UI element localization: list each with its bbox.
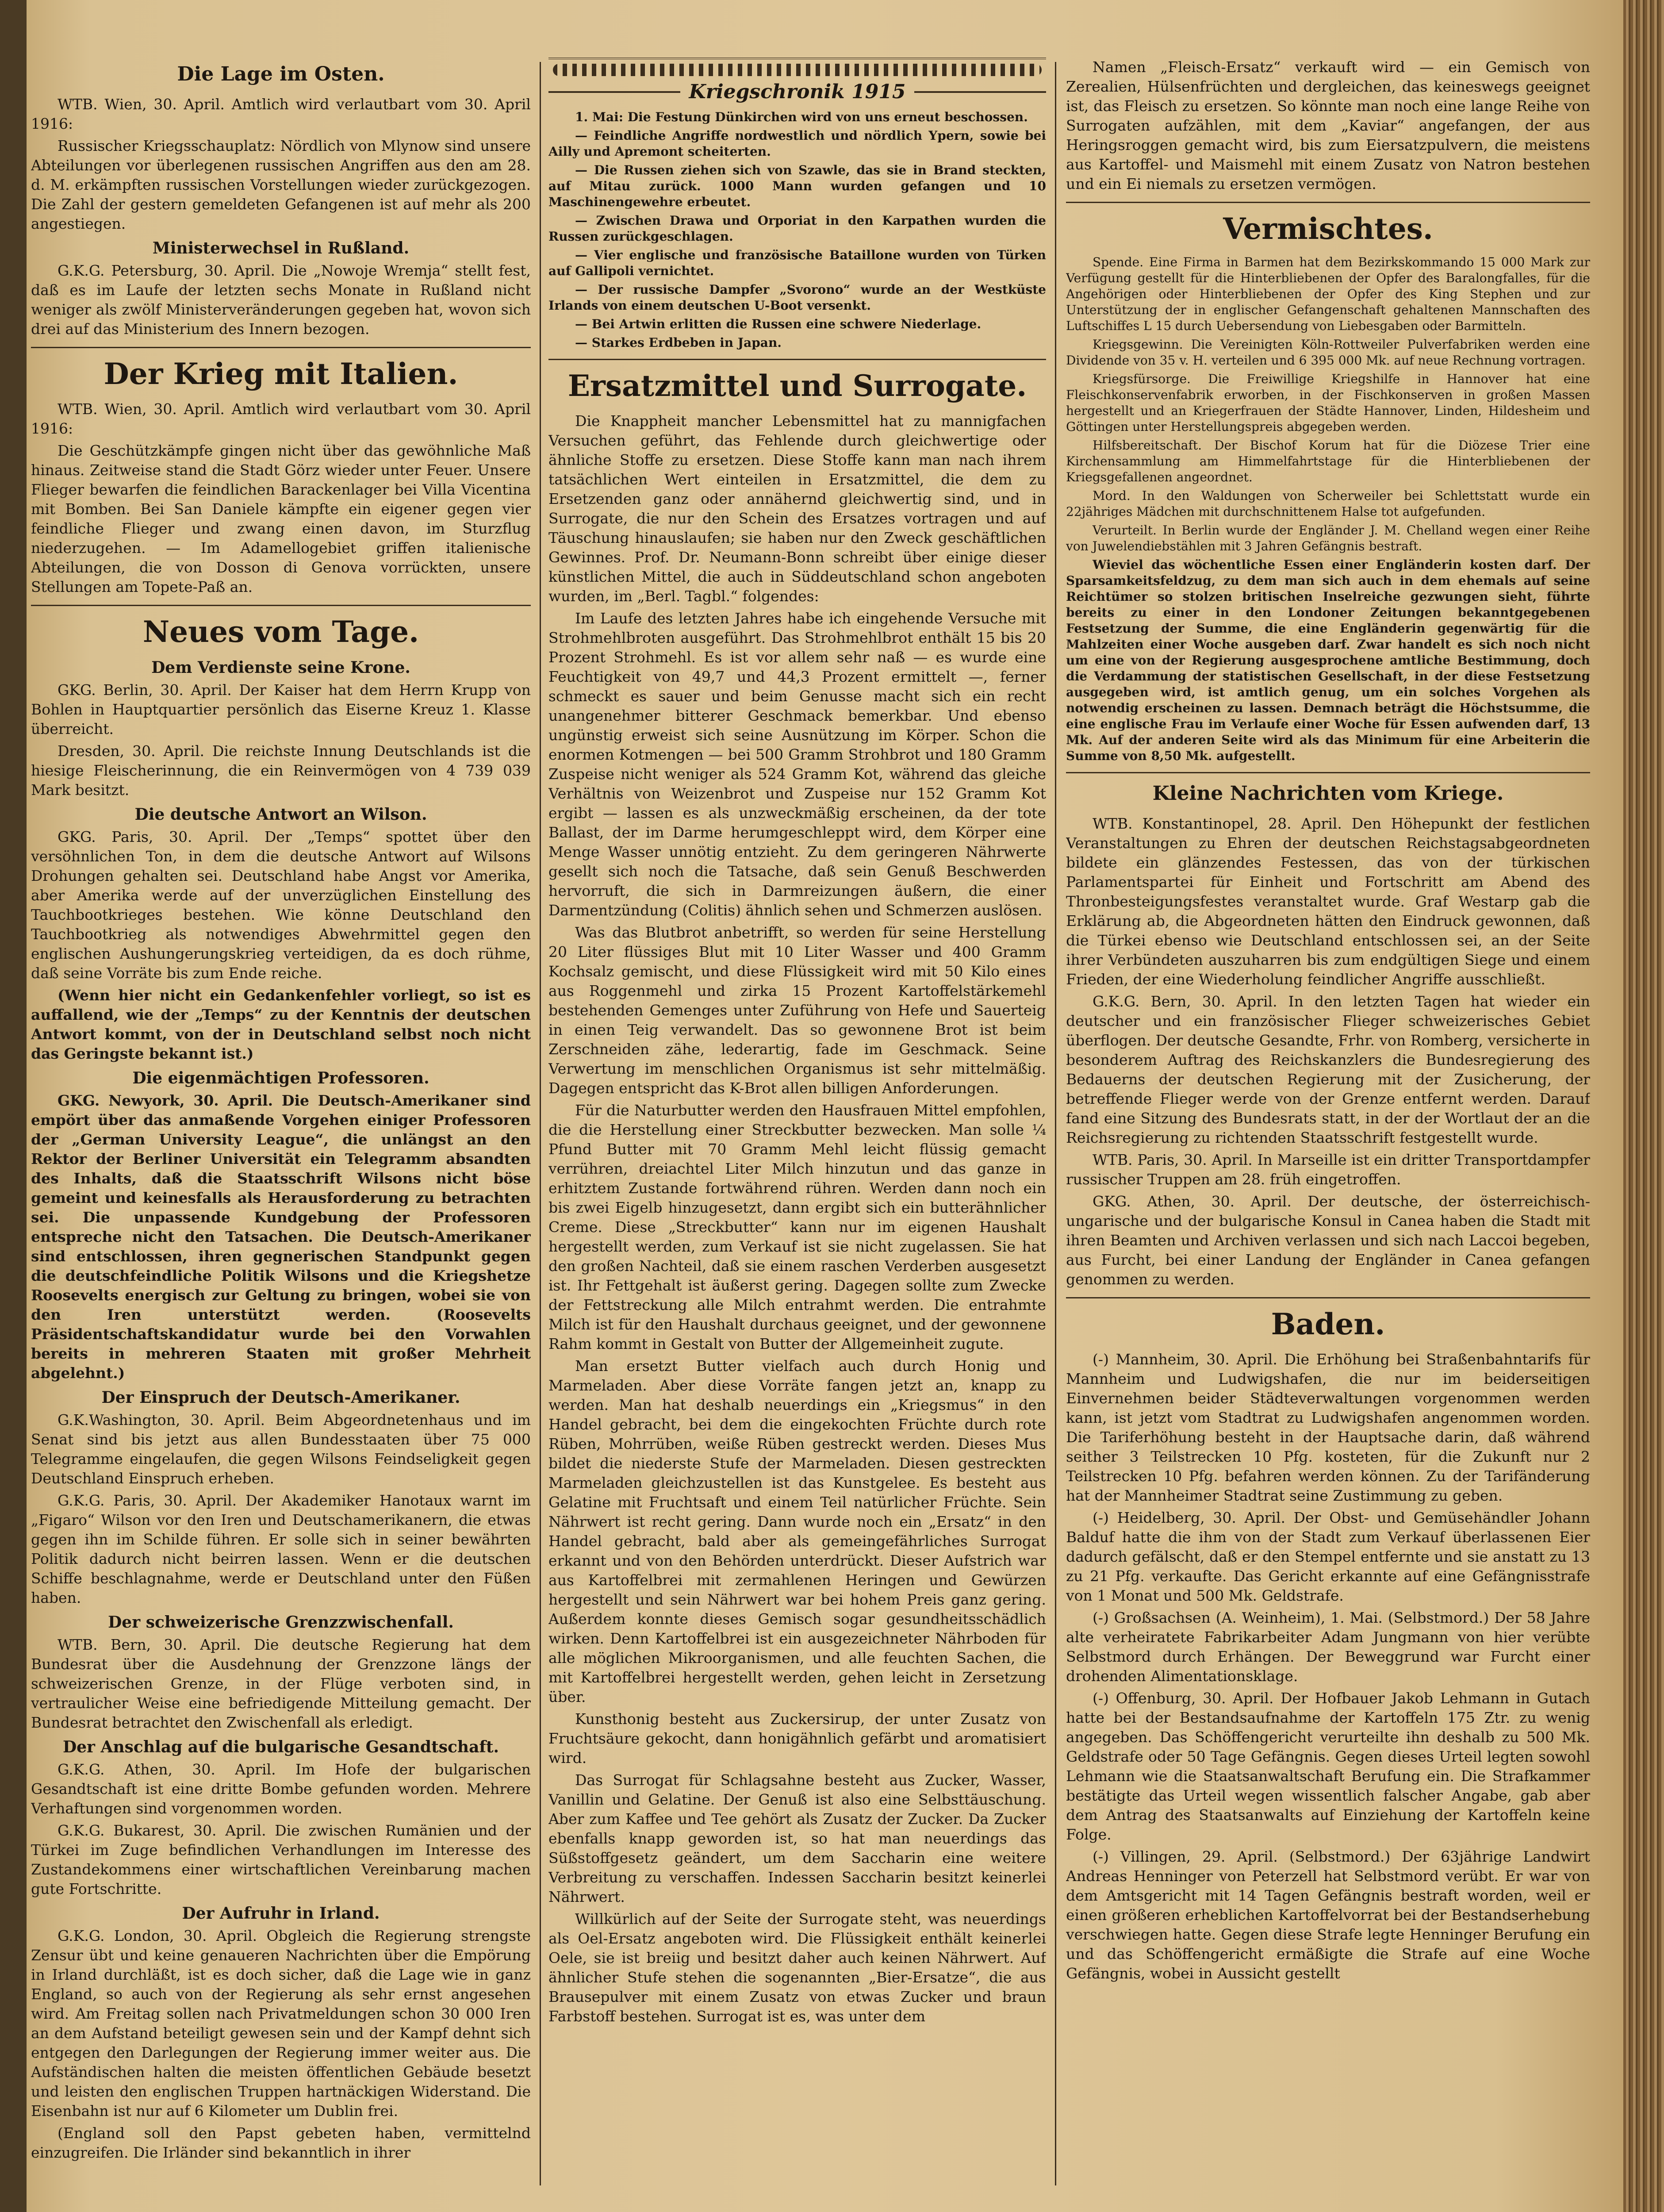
chronik-entry: — Die Russen ziehen sich von Szawle, das sie in Brand steckten, auf Mitau zurück. 1000 Mann wurden gefangen und 10 Maschinengewehre erbeutet. (548, 163, 1046, 209)
headline-baden: Baden. (1271, 1307, 1385, 1341)
kriegschronik-header (548, 81, 1046, 103)
subheadline-schweiz: Der schweizerische Grenzzwischenfall. (108, 1613, 454, 1632)
article-paragraph: G.K.G. Paris, 30. April. Der Akademiker Hanotaux warnt im „Figaro“ Wilson vor den Iren und Deutschamerikanern, die etwas gegen ihn im Schilde führen. Er solle sich in seiner bewährten Politik dadurch nicht beirren lassen. Wenn er die deutschen Schiffe beschlagnahme, werde er Deutschland unter den Füßen haben. (31, 1492, 531, 1606)
article-paragraph: WTB. Bern, 30. April. Die deutsche Regierung hat dem Bundesrat über die Ausdehnung der Grenzzone längs der schweizerischen Grenze, in der Flüge verboten sind, in vertraulicher Weise eine befriedigende Mitteilung gemacht. Der Bundesrat betrachtet den Zwischenfall als erledigt. (31, 1636, 531, 1731)
subheadline-krone: Dem Verdienste seine Krone. (151, 658, 410, 677)
subheadline-professoren: Die eigenmächtigen Professoren. (132, 1069, 429, 1087)
subheadline-wilson: Die deutsche Antwort an Wilson. (134, 805, 427, 824)
article-paragraph: G.K.Washington, 30. April. Beim Abgeordnetenhaus und im Senat sind bis jetzt aus allen Bundesstaaten über 75 000 Telegramme eingelaufen, die gegen Wilsons Feindseligkeit gegen Deutschland Einspruch erheben. (31, 1411, 531, 1487)
article-paragraph: Für die Naturbutter werden den Hausfrauen Mittel empfohlen, die die Herstellung einer Streckbutter bezwecken. Man solle ¼ Pfund Butter mit 70 Gramm Mehl leicht flüssig gemacht verrühren, dreiachtel Liter Milch hinzutun und das ganze in erhitztem Zustande fortwährend rühren. Werden dann noch ein bis zwei Eigelb hinzugesetzt, dann ergibt sich ein butterähnlicher Creme. Diese „Streckbutter“ kann nur im eigenen Haushalt hergestellt werden, zum Verkauf ist sie nicht zugelassen. Sie hat den großen Nachteil, daß sie einem raschen Verderben ausgesetzt ist. Ihr Fettgehalt ist äußerst gering. Dagegen sollte zum Zwecke der Fettstreckung alle Milch entrahmt werden. Die entrahmte Milch ist für den Haushalt durchaus geeignet, und der gewonnene Rahm kommt in Gestalt von Butter der Allgemeinheit zugute. (548, 1102, 1046, 1352)
title-rule (548, 91, 680, 93)
divider (1066, 1297, 1590, 1298)
article-paragraph: Kriegsfürsorge. Die Freiwillige Kriegshilfe in Hannover hat eine Fleischkonservenfabrik erworben, in der Fischkonserven in großen Massen hergestellt und an Kriegerfrauen der Städte Hannover, Linden, Hildesheim und Göttingen unter Herstellungspreis abgegeben werden. (1066, 372, 1590, 434)
article-paragraph: (-) Villingen, 29. April. (Selbstmord.) Der 63jährige Landwirt Andreas Henninger von Peterzell hat Selbstmord verübt. Er war von dem Amtsgericht mit 14 Tagen Gefängnis bestraft worden, weil er einen größeren erheblichen Kartoffelvorrat bei der Bestandserhebung verschwiegen hatte. Gegen diese Strafe legte Henninger Berufung ein und das Schöffengericht ermäßigte die Strafe auf eine Woche Gefängnis, wobei in Aussicht gestellt (1066, 1848, 1590, 1982)
chronik-entry: — Starkes Erdbeben in Japan. (575, 335, 782, 350)
article-paragraph: Willkürlich auf der Seite der Surrogate steht, was neuerdings als Oel-Ersatz angeboten wird. Die Flüssigkeit enthält keinerlei Oele, sie ist breiig und besitzt daher auch keinen Nährwert. Auf ähnlicher Stufe stehen die sogenannten „Bier-Ersatze“, die aus Brausepulver mit einem Zusatz von etwas Zucker und braun Farbstoff bestehen. Surrogat ist es, was unter dem (548, 1910, 1046, 2025)
column-1 (31, 58, 531, 2194)
kriegschronik-box (548, 58, 1046, 351)
subheadline-minister: Ministerwechsel in Rußland. (152, 239, 410, 257)
headline-ersatzmittel: Ersatzmittel und Surrogate. (567, 369, 1027, 403)
headline-osten: Die Lage im Osten. (177, 63, 385, 85)
article-paragraph: WTB. Paris, 30. April. In Marseille ist ein dritter Transportdampfer russischer Truppen am 28. früh eingetroffen. (1066, 1151, 1590, 1188)
article-paragraph: GKG. Newyork, 30. April. Die Deutsch-Amerikaner sind empört über das anmaßende Vorgehen einiger Professoren der „German University League“, die unlängst an den Rektor der Berliner Universität ein Telegramm absandten des Inhalts, daß die Staatsschrift Wilsons nicht böse gemeint und keinesfalls als Herausforderung zu betrachten sei. Die unpassende Kundgebung der Professoren entspreche nicht den Tatsachen. Die Deutsch-Amerikaner sind entschlossen, ihren gegnerischen Standpunkt gegen die deutschfeindliche Politik Wilsons und die Kriegshetze Roosevelts energisch zur Geltung zu bringen, wobei sie von den Iren unterstützt werden. (Roosevelts Präsidentschaftskandidatur wurde bei den Vorwahlen bereits in mehreren Staaten mit großer Mehrheit abgelehnt.) (31, 1092, 531, 1382)
article-paragraph: G.K.G. Bukarest, 30. April. Die zwischen Rumänien und der Türkei im Zuge befindlichen Verhandlungen im Interesse des Zustandekommens einer wirtschaftlichen Vereinbarung machen gute Fortschritte. (31, 1822, 531, 1897)
subheadline-bulgarien: Der Anschlag auf die bulgarische Gesandtschaft. (62, 1738, 499, 1756)
chronik-entry: — Vier englische und französische Bataillone wurden von Türken auf Gallipoli vernichtet. (548, 248, 1046, 278)
title-rule (914, 91, 1046, 93)
divider (548, 359, 1046, 360)
column-rule (1055, 62, 1056, 2185)
article-paragraph: G.K.G. London, 30. April. Obgleich die Regierung strengste Zensur übt und keine genaueren Nachrichten über die Empörung in Irland durchläßt, ist es doch sicher, daß die Lage wie in ganz England, so auch von der Regierung als sehr ernst angesehen wird. Am Freitag sollen nach Privatmeldungen schon 30 000 Iren an dem Aufstand beteiligt gewesen sein und der Kampf dehnt sich entgegen den Darlegungen der Regierung immer weiter aus. Die Aufständischen halten die meisten öffentlichen Gebäude besetzt und leisten den englischen Truppen hartnäckigen Widerstand. Die Eisenbahn ist nur auf 6 Kilometer um Dublin frei. (31, 1927, 531, 2120)
article-paragraph: Russischer Kriegsschauplatz: Nördlich von Mlynow sind unsere Abteilungen vor überlegenen russischen Angriffen aus den am 28. d. M. erkämpften russischen Vorstellungen wieder zurückgezogen. Die Zahl der gestern gemeldeten Gefangenen ist auf mehr als 200 angestiegen. (31, 137, 531, 232)
article-paragraph: Mord. In den Waldungen von Scherweiler bei Schlettstatt wurde ein 22jähriges Mädchen mit durchschnittenem Halse tot aufgefunden. (1066, 488, 1590, 519)
article-paragraph: GKG. Paris, 30. April. Der „Temps“ spottet über den versöhnlichen Ton, in dem die deutsche Antwort auf Wilsons Drohungen gehalten sei. Deutschland habe Angst vor Amerika, aber Amerika werde auf der unverzüglichen Einstellung des Tauchbootkrieges bestehen. Wie könne Deutschland den Tauchbootkrieg als notwendiges Abwehrmittel gegen den englischen Aushungerungskrieg verteidigen, da es doch rühme, daß seine Vorräte bis zum Ende reiche. (31, 828, 531, 982)
divider (1066, 772, 1590, 773)
article-paragraph: Im Laufe des letzten Jahres habe ich eingehende Versuche mit Strohmehlbroten ausgeführt. Das Strohmehlbrot enthält 15 bis 20 Prozent Strohmehl. Es ist vor allem sehr naß — es wurde eine Feuchtigkeit von 49,7 und 44,3 Prozent ermittelt —, ferner schmeckt es sauer und beim Genusse macht sich ein recht unangenehmer bitterer Geschmack bemerkbar. Und ebenso ungünstig erweist sich seine Ausnützung im Körper. Schon die enormen Kotmengen — bei 500 Gramm Strohbrot und 180 Gramm Zuspeise nicht weniger als 524 Gramm Kot, während das gleiche Verhältnis von Weizenbrot und Zuspeise nur 152 Gramm Kot ergibt — lassen es als unzweckmäßig erscheinen, da der tote Ballast, der im Darme herumgeschleppt wird, dem Körper eine Menge Wasser unnötig entzieht. Zu dem geringeren Nährwerte gesellt sich noch die Tatsache, daß sein Genuß Beschwerden hervorruft, die sich in Darmreizungen äußern, die einer Darmentzündung (Colitis) ähnlich sehen und Schmerzen auslösen. (548, 610, 1046, 919)
article-paragraph: G.K.G. Athen, 30. April. Im Hofe der bulgarischen Gesandtschaft ist eine dritte Bombe gefunden worden. Mehrere Verhaftungen sind vorgenommen worden. (31, 1761, 531, 1817)
article-paragraph: Was das Blutbrot anbetrifft, so werden für seine Herstellung 20 Liter flüssiges Blut mit 10 Liter Wasser und 400 Gramm Kochsalz gemischt, und diese Flüssigkeit wird mit 50 Kilo eines aus Roggenmehl und zirka 15 Prozent Kartoffelstärkemehl bestehenden Gemenges unter Zuführung von Hefe und Sauerteig in einen Teig verwandelt. Das so gewonnene Brot ist beim Zerschneiden zähe, lederartig, fade im Geschmack. Seine Verwertung im menschlichen Organismus ist sehr mittelmäßig. Dagegen entspricht das K-Brot allen billigen Anforderungen. (548, 924, 1046, 1097)
column-2 (548, 58, 1046, 2194)
article-paragraph: (-) Offenburg, 30. April. Der Hofbauer Jakob Lehmann in Gutach hatte bei der Bestandsaufnahme der Kartoffeln 175 Ztr. zu wenig angegeben. Das Schöffengericht verurteilte ihn deshalb zu 500 Mk. Geldstrafe oder 50 Tage Gefängnis. Gegen dieses Urteil legten sowohl Lehmann wie die Staatsanwaltschaft Berufung ein. Die Strafkammer bestätigte das Urteil wegen wissentlich falscher Angabe, gab aber dem Antrag des Staatsanwalts auf Einziehung der Kartoffeln keine Folge. (1066, 1690, 1590, 1843)
article-paragraph: Kunsthonig besteht aus Zuckersirup, der unter Zusatz von Fruchtsäure gekocht, dann honigähnlich gefärbt und aromatisiert wird. (548, 1710, 1046, 1767)
article-paragraph: (England soll den Papst gebeten haben, vermittelnd einzugreifen. Die Irländer sind bekanntlich in ihrer (31, 2124, 531, 2161)
ornament-border (553, 64, 1042, 76)
headline-italien: Der Krieg mit Italien. (104, 357, 458, 391)
article-paragraph: Man ersetzt Butter vielfach auch durch Honig und Marmeladen. Aber diese Vorräte fangen jetzt an, knapp zu werden. Man hat deshalb neuerdings ein „Kriegsmus“ in den Handel gebracht, bei dem die eingekochten Früchte durch rote Rüben, Mohrrüben, weiße Rüben gestreckt werden. Dieses Mus bildet die niederste Stufe der Marmeladen. Diesen gestreckten Marmeladen gleichzustellen ist das Kunstgelee. Es besteht aus Gelatine mit Fruchtsaft und einem Teil natürlicher Früchte. Sein Nährwert ist recht gering. Dann wurde noch ein „Ersatz“ in den Handel gebracht, bald aber als gemeingefährliches Surrogat erkannt und von den Behörden unterdrückt. Dieser Aufstrich war aus Kartoffelbrei mit zermahlenen Heringen und Gewürzen hergestellt und sein Nährwert war bei hohem Preis ganz gering. Außerdem konnte dieses Gemisch sogar gesundheitsschädlich wirken. Denn Kartoffelbrei ist ein ausgezeichneter Nährboden für alle möglichen Mikroorganismen, und alle feuchten Sachen, die mit Kartoffelbrei hergestellt werden, gehen leicht in Zersetzung über. (548, 1357, 1046, 1705)
divider (1066, 202, 1590, 203)
article-paragraph: G.K.G. Petersburg, 30. April. Die „Nowoje Wremja“ stellt fest, daß es im Laufe der letzten sechs Monate in Rußland nicht weniger als zwölf Ministerveränderungen gegeben hat, wovon sich drei auf das Ministerium des Innern bezogen. (31, 262, 531, 338)
article-paragraph: GKG. Athen, 30. April. Der deutsche, der österreichisch-ungarische und der bulgarische Konsul in Canea haben die Stadt mit ihren Beamten und Archiven verlassen und sich nach Laccoi begeben, aus Furcht, bei einer Landung der Engländer in Canea gefangen genommen zu werden. (1066, 1193, 1590, 1288)
article-paragraph: Das Surrogat für Schlagsahne besteht aus Zucker, Wasser, Vanillin und Gelatine. Der Genuß ist also eine Selbsttäuschung. Aber zum Kaffee und Tee gehört als Zusatz der Zucker. Da Zucker ebenfalls knapp geworden ist, so hat man neuerdings das Süßstoffgesetz geändert, um dem Saccharin eine weitere Verbreitung zu verschaffen. Indessen Saccharin besitzt keinerlei Nährwert. (548, 1771, 1046, 1905)
article-paragraph: (Wenn hier nicht ein Gedankenfehler vorliegt, so ist es auffallend, wie der „Temps“ zu der Kenntnis der deutschen Antwort kommt, von der in Deutschland selbst noch nicht das Geringste bekannt ist.) (31, 987, 531, 1062)
article-paragraph: (-) Mannheim, 30. April. Die Erhöhung bei Straßenbahntarifs für Mannheim und Ludwigshafen, die nur im beiderseitigen Einvernehmen beider Städteverwaltungen vorgenommen werden kann, ist jetzt vom Stadtrat zu Ludwigshafen angenommen worden. Die Tariferhöhung besteht in der Hauptsache darin, daß während seither 3 Teilstrecken 10 Pfg. kosteten, für die Zukunft nur 2 Teilstrecken 10 Pfg. befahren werden können. Zu der Tarifänderung hat der Mannheimer Stadtrat seine Zustimmung zu geben. (1066, 1351, 1590, 1504)
article-paragraph: WTB. Konstantinopel, 28. April. Den Höhepunkt der festlichen Veranstaltungen zu Ehren der deutschen Reichstagsabgeordneten bildete ein glänzendes Festessen, das von der türkischen Parlamentspartei für Einheit und Fortschritt am Abend des Thronbesteigungsfestes veranstaltet wurde. Graf Westarp gab die Erklärung ab, die Abgeordneten hätten den Eindruck gewonnen, daß die Türkei ebenso wie Deutschland entschlossen sei, an der Seite ihrer Verbündeten auszuharren bis zum endgültigen Siege und einem Frieden, der eine Wiederholung feindlicher Angriffe ausschließt. (1066, 815, 1590, 988)
divider (31, 605, 531, 606)
article-paragraph: Namen „Fleisch-Ersatz“ verkauft wird — ein Gemisch von Zerealien, Hülsenfrüchten und dergleichen, das keineswegs geeignet ist, das Fleisch zu ersetzen. So könnte man noch eine lange Reihe von Surrogaten aufzählen, mit dem „Kaviar“ angefangen, der aus Heringsroggen gemacht wird, bis zum Eiersatzpulvern, die meistens aus Kartoffel- und Maismehl mit einem Zusatz von Natron bestehen und ein Ei niemals zu ersetzen vermögen. (1066, 58, 1590, 192)
article-paragraph: GKG. Berlin, 30. April. Der Kaiser hat dem Herrn Krupp von Bohlen in Hauptquartier persönlich das Eiserne Kreuz 1. Klasse überreicht. (31, 681, 531, 737)
kriegschronik-title: Kriegschronik 1915 (689, 81, 906, 103)
article-paragraph: G.K.G. Bern, 30. April. In den letzten Tagen hat wieder ein deutscher und ein französischer Flieger schweizerisches Gebiet überflogen. Der deutsche Gesandte, Frhr. von Romberg, versicherte in besonderem Auftrag des Reichskanzlers die Bundesregierung des Bedauerns der deutschen Regierung mit der Zusicherung, der betreffende Flieger werde von der Grenze entfernt werden. Darauf fand eine Sitzung des Bundesrats statt, in der der Wortlaut der an die Reichsregierung zu richtenden Staatsschrift festgestellt wurde. (1066, 993, 1590, 1146)
chronik-entry: 1. Mai: Die Festung Dünkirchen wird von uns erneut beschossen. (575, 110, 1028, 124)
column-3 (1066, 58, 1590, 2194)
page-stack-edge (1623, 0, 1664, 2212)
article-paragraph: WTB. Wien, 30. April. Amtlich wird verlautbart vom 30. April 1916: (31, 400, 531, 437)
headline-vermischtes: Vermischtes. (1223, 211, 1433, 246)
article-paragraph: Die Geschützkämpfe gingen nicht über das gewöhnliche Maß hinaus. Zeitweise stand die Stadt Görz wieder unter Feuer. Unsere Flieger bewarfen die feindlichen Barackenlager bei Villa Vicentina mit Bomben. Bei San Daniele kämpfte ein eigener gegen vier feindliche Flieger und zwang einen davon, im Sturzflug niederzugehen. — Im Adamellogebiet griffen italienische Abteilungen, die von Dosson di Genova vorrückten, unsere Stellungen am Topete-Paß an. (31, 442, 531, 595)
headline-neues-vom-tage: Neues vom Tage. (142, 614, 419, 649)
article-paragraph: Hilfsbereitschaft. Der Bischof Korum hat für die Diözese Trier eine Kirchensammlung am Himmelfahrtstage für die Hinterbliebenen der Kriegsgefallenen angeordnet. (1066, 438, 1590, 484)
article-paragraph: Kriegsgewinn. Die Vereinigten Köln-Rottweiler Pulverfabriken werden eine Dividende von 35 v. H. verteilen und 6 395 000 Mk. auf neue Rechnung vortragen. (1066, 337, 1590, 368)
chronik-entry: — Feindliche Angriffe nordwestlich und nördlich Ypern, sowie bei Ailly und Apremont scheiterten. (548, 128, 1046, 159)
headline-kleine-nachrichten: Kleine Nachrichten vom Kriege. (1152, 782, 1504, 805)
article-paragraph: WTB. Wien, 30. April. Amtlich wird verlautbart vom 30. April 1916: (31, 96, 531, 132)
divider (31, 347, 531, 348)
article-paragraph: Spende. Eine Firma in Barmen hat dem Bezirkskommando 15 000 Mark zur Verfügung gestellt für die Hinterbliebenen der Opfer des Baralongfalles, für die Angehörigen oder Hinterbliebenen der Opfer des King Stephen und zur Unterstützung der in englischer Gefangenschaft gehaltenen Mannschaften des Luftschiffes L 15 durch Uebersendung von Liebesgaben oder Barmitteln. (1066, 255, 1590, 333)
subheadline-irland: Der Aufruhr in Irland. (182, 1904, 380, 1923)
article-paragraph: (-) Großsachsen (A. Weinheim), 1. Mai. (Selbstmord.) Der 58 Jahre alte verheiratete Fabrikarbeiter Adam Jungmann von hier verübte Selbstmord durch Erhängen. Der Beweggrund war Furcht einer drohenden Alimentationsklage. (1066, 1609, 1590, 1685)
chronik-entry: — Bei Artwin erlitten die Russen eine schwere Niederlage. (575, 317, 982, 331)
article-paragraph: Die Knappheit mancher Lebensmittel hat zu mannigfachen Versuchen geführt, das Fehlende durch gleichwertige oder ähnliche Stoffe zu ersetzen. Diese Stoffe kann man nach ihrem tatsächlichen Wert einteilen in Ersatzmittel, die dem zu Ersetzenden ganz oder annähernd gleichwertig sind, und in Surrogate, die nur den Schein des Ersatzes vortragen und auf Täuschung hinauslaufen; sie haben nur den Zweck geschäftlichen Gewinnes. Prof. Dr. Neumann-Bonn schreibt über einige dieser künstlichen Mittel, die auch in Süddeutschland schon angeboten wurden, im „Berl. Tagbl.“ folgendes: (548, 412, 1046, 605)
article-paragraph: (-) Heidelberg, 30. April. Der Obst- und Gemüsehändler Johann Balduf hatte die ihm von der Stadt zum Verkauf überlassenen Eier dadurch gefälscht, daß er den Stempel entfernte und sie anstatt zu 13 zu 21 Pfg. verkaufte. Das Gericht erkannte auf eine Gefängnisstrafe von 1 Monat und 500 Mk. Geldstrafe. (1066, 1509, 1590, 1604)
chronik-entry: — Der russische Dampfer „Svorono“ wurde an der Westküste Irlands von einem deutschen U-Boot versenkt. (548, 282, 1046, 313)
chronik-entry: — Zwischen Drawa und Orporiat in den Karpathen wurden die Russen zurückgeschlagen. (548, 213, 1046, 244)
column-rule (540, 62, 541, 2185)
article-paragraph: Verurteilt. In Berlin wurde der Engländer J. M. Chelland wegen einer Reihe von Juwelendiebstählen mit 3 Jahren Gefängnis bestraft. (1066, 523, 1590, 553)
article-paragraph: Wieviel das wöchentliche Essen einer Engländerin kosten darf. Der Sparsamkeitsfeldzug, zu dem man sich auch in dem ehemals auf seine Reichtümer so stolzen britischen Inselreiche gezwungen sieht, führte bereits zu einer in den Londoner Zeitungen bekanntgegebenen Festsetzung der Summe, die eine Engländerin gegenwärtig für die Mahlzeiten einer Woche ausgeben darf. Zwar handelt es sich noch nicht um eine von der Regierung ausgesprochene amtliche Bestimmung, doch die Verdammung der statistischen Gesellschaft, in der diese Festsetzung ausgegeben wird, ist amtlich genug, um ein solches Vorgehen als notwendig erscheinen zu lassen. Demnach beträgt die Höchstsumme, die eine englische Frau im Verlaufe einer Woche für Essen aufwenden darf, 13 Mk. Auf der anderen Seite wird als das Minimum für eine Arbeiterin die Summe von 8,50 Mk. aufgestellt. (1066, 557, 1590, 763)
binding-gutter (0, 0, 27, 2212)
subheadline-einspruch: Der Einspruch der Deutsch-Amerikaner. (101, 1388, 460, 1407)
article-paragraph: Dresden, 30. April. Die reichste Innung Deutschlands ist die hiesige Fleischerinnung, die ein Reinvermögen von 4 739 039 Mark besitzt. (31, 742, 531, 799)
